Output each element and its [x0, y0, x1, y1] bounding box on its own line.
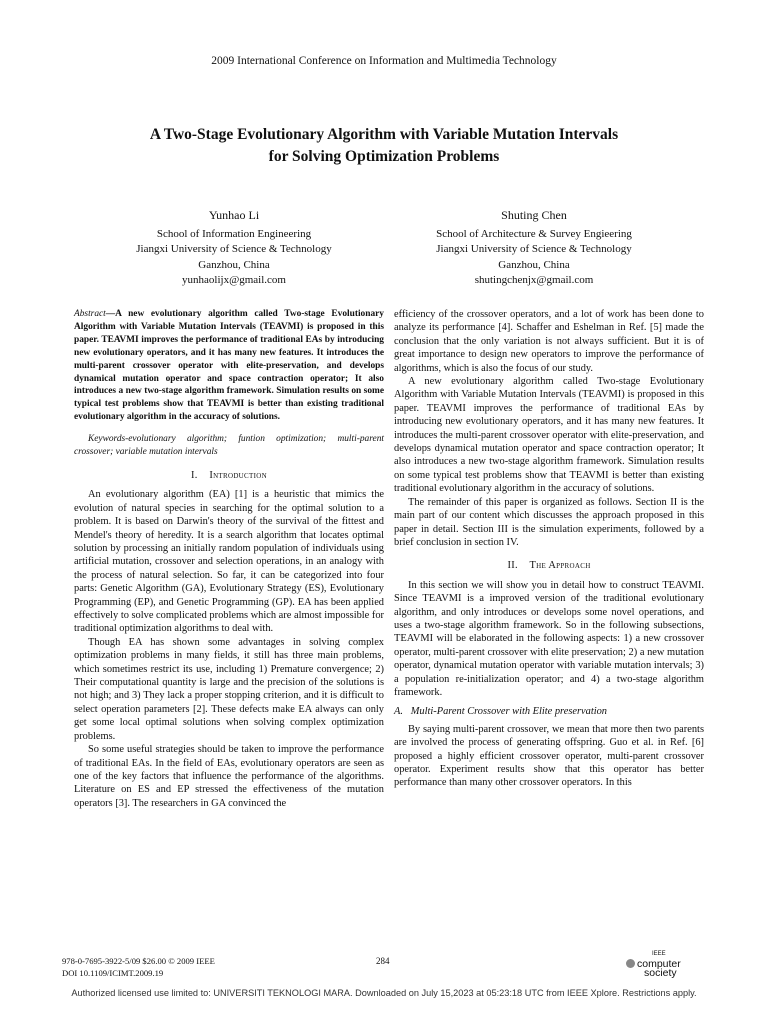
paper-title — [0, 124, 768, 168]
paragraph: A new evolutionary algorithm called Two-stage Evolutionary Algorithm with Variable Mutation Intervals (TEAVMI) is proposed in this paper. TEAVMI improves the performance of traditional EAs by introducing new evolutionary operators, and it has many new features. It introduces the multi-parent crossover operator with elite-preservation, and develops dynamical mutation operator and space contraction operator; It also introduces a new two-stage algorithm framework. Simulation results on some typical test problems show that TEAVMI is better than existing traditional evolutionary algorithm in the accuracy of solutions. — [394, 376, 704, 495]
section-number: II. — [507, 560, 518, 572]
license-notice: Authorized licensed use limited to: UNIVERSITI TEKNOLOGI MARA. Downloaded on July 15,2023 at 05:23:18 UTC from IEEE Xplore. Restrictions apply. — [71, 988, 697, 998]
author-city: Ganzhou, China — [498, 258, 570, 271]
logo-ieee-text: IEEE — [652, 951, 666, 957]
section-number: I. — [191, 469, 198, 481]
paragraph: The remainder of this paper is organized as follows. Section II is the main part of our content which discusses the approach proposed in this paper in detail. Section III is the simulation experiments, followed by a brief conclusion in section IV. — [394, 496, 704, 548]
conference-header: 2009 International Conference on Information and Multimedia Technology — [211, 55, 557, 67]
author-name: Yunhao Li — [208, 208, 260, 222]
section-heading-introduction — [74, 469, 384, 482]
section-heading-approach — [394, 559, 704, 572]
author-name: Shuting Chen — [501, 208, 567, 222]
abstract-lead: Abstract — [74, 309, 106, 319]
right-column — [394, 308, 704, 790]
author-email[interactable]: yunhaolijx@gmail.com — [182, 274, 286, 286]
title-line-1: A Two-Stage Evolutionary Algorithm with Variable Mutation Intervals — [149, 126, 619, 143]
subsection-title: Multi-Parent Crossover with Elite preservation — [410, 706, 607, 718]
author-email[interactable]: shutingchenjx@gmail.com — [474, 274, 594, 286]
abstract — [74, 308, 384, 424]
page-number: 284 — [376, 956, 390, 966]
paragraph: efficiency of the crossover operators, and a lot of work has been done to analyze its performance [4]. Schaffer and Eshelman in Ref. [5] made the conclusion that the only variation is not always sufficient. But it is of great importance to design new operators to improve the performance of algorithms, which is also the focus of our study. — [394, 309, 704, 374]
left-column — [74, 308, 384, 810]
globe-icon — [626, 959, 635, 968]
keywords: Keywords-evolutionary algorithm; funtion optimization; multi-parent crossover; variable mutation intervals — [74, 434, 384, 458]
paragraph: So some useful strategies should be taken to improve the performance of traditional EAs. In the field of EAs, evolutionary operators are seen as one of the key factors that influence the performance of the algorithms. Literature on ES and EP stressed the effectiveness of the mutation operators [3]. The researchers in GA convinced the — [74, 744, 384, 809]
paragraph: Though EA has shown some advantages in solving complex optimization problems in many fields, it still has three main problems, which sometimes restrict its use, including 1) Premature convergence; 2) Their computational quantity is large and the precision of the solutions is not high; and 3) They lack a proper stopping criterion, and it is difficult to select operation parameters [2]. These defects make EA always can only get some local optimal solutions when solving complex optimization problems. — [74, 636, 384, 742]
section-title: The Approach — [529, 560, 591, 572]
author-univ: Jiangxi University of Science & Technology — [436, 243, 632, 255]
author-dept: School of Architecture & Survey Engieering — [436, 227, 632, 240]
paragraph: By saying multi-parent crossover, we mean that more then two parents are involved the process of generating offspring. Guo et al. in Ref. [6] proposed a highly efficient crossover operator, multi-parent crossover operator. Experiment results show that this operator has better performance than many other crossover operators. In this — [394, 723, 704, 789]
ieee-computer-society-logo — [626, 950, 706, 978]
author-block-1 — [84, 208, 384, 289]
footer-publication-info — [62, 956, 215, 979]
footer-isbn: 978-0-7695-3922-5/09 $26.00 © 2009 IEEE — [62, 956, 215, 966]
author-dept: School of Information Engineering — [156, 227, 312, 240]
author-city: Ganzhou, China — [198, 258, 270, 271]
abstract-text: —A new evolutionary algorithm called Two-stage Evolutionary Algorithm with Variable Mutation Intervals (TEAVMI) is proposed in this paper. TEAVMI improves the performance of traditional EAs by introducing new evolutionary operators, and it has many new features. It introduces the multi-parent crossover operator with elite-preservation, and develops dynamical mutation operator and space contraction operator; It also introduces a new two-stage algorithm framework. Simulation results on some typical test problems show that TEAVMI is better than existing traditional evolutionary algorithm in the accuracy of solutions. — [74, 309, 384, 423]
title-line-2: for Solving Optimization Problems — [268, 148, 500, 165]
footer-doi: DOI 10.1109/ICIMT.2009.19 — [62, 967, 164, 978]
subsection-heading — [394, 705, 704, 718]
logo-society-text: society — [644, 967, 677, 979]
subsection-label: A. — [394, 706, 403, 718]
paragraph: In this section we will show you in detail how to construct TEAVMI. Since TEAVMI is a improved version of the traditional evolutionary algorithm, and only introduces or develops some novel operations, and uses a two-stage algorithm framework. So in the following subsections, TEAVMI will be elaborated in the following aspects: 1) a new crossover operator, multi-parent crossover with elite preservation; 2) a new mutation operator, dynamical mutation operator with variable mutation intervals; 3) a population re-initialization operator; and 4) a two-stage algorithm framework. — [394, 579, 704, 698]
author-univ: Jiangxi University of Science & Technology — [136, 243, 332, 255]
paragraph: An evolutionary algorithm (EA) [1] is a heuristic that mimics the evolution of natural species in searching for the optimal solution to a problem. It is based on Darwin's theory of the survival of the fittest and Mendel's theory of heredity. It is a search algorithm that locates optimal solution by processing an initially random population of individuals using artificial mutation, crossover and selection operations, in an analogy with the process of natural selection. So far, it can be categorized into four parts: Genetic Algorithm (GA), Evolutionary Strategy (ES), Evolutionary Programming (EP), and Genetic Programming (GP). EA has been applied effectively to solve complicated problems which are almost impossible for traditional optimization algorithms to deal with. — [74, 489, 384, 635]
logo-computer-text: computer — [637, 958, 681, 970]
section-title: Introduction — [209, 469, 267, 481]
author-block-2 — [384, 208, 684, 289]
